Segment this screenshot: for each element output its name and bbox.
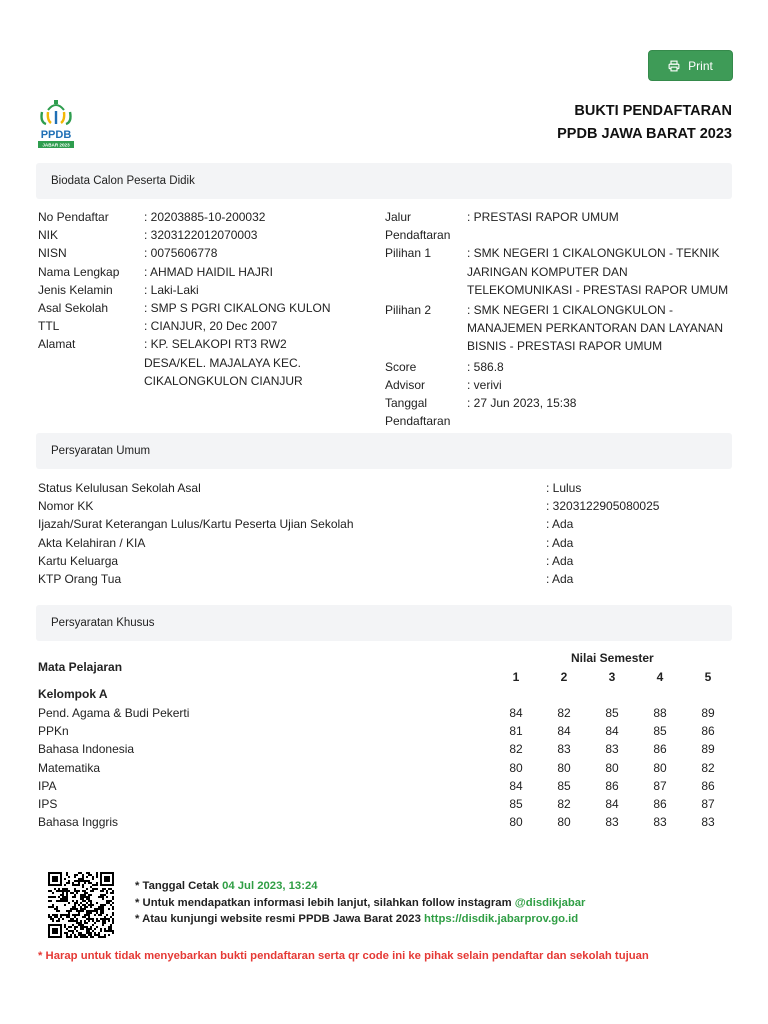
field-label: Advisor bbox=[385, 377, 426, 392]
field-value: : verivi bbox=[467, 377, 502, 392]
table-row bbox=[38, 706, 732, 724]
field-label: Pilihan 1 bbox=[385, 246, 432, 261]
grade-cell: 85 bbox=[509, 797, 523, 811]
subject-name: Pend. Agama & Budi Pekerti bbox=[38, 706, 190, 720]
print-date-note bbox=[135, 878, 585, 895]
persyaratan-khusus-header: Persyaratan Khusus bbox=[36, 605, 732, 641]
subject-name: IPS bbox=[38, 797, 58, 811]
biodata-row bbox=[385, 376, 732, 394]
requirement-value: : Ada bbox=[546, 553, 574, 568]
table-row bbox=[38, 815, 732, 833]
semester-number: 4 bbox=[656, 670, 664, 684]
print-date-value: 04 Jul 2023, 13:24 bbox=[222, 880, 318, 892]
grade-cell: 83 bbox=[557, 742, 571, 757]
subject-name: IPA bbox=[38, 778, 57, 793]
field-label: NIK bbox=[38, 228, 59, 243]
subject-column-header: Mata Pelajaran bbox=[38, 660, 123, 674]
field-value: : SMK NEGERI 1 CIKALONGKULON - MANAJEMEN PERKANTORAN DAN LAYANAN BISNIS - PRESTASI RAPOR UMUM bbox=[467, 303, 724, 354]
grade-cell: 85 bbox=[653, 724, 667, 739]
grade-cell: 82 bbox=[701, 760, 715, 775]
requirement-row bbox=[38, 570, 732, 588]
biodata-row bbox=[385, 301, 732, 356]
field-label: Score bbox=[385, 359, 417, 374]
field-label: NISN bbox=[38, 246, 67, 261]
field-label: Jenis Kelamin bbox=[38, 282, 113, 297]
field-value: : PRESTASI RAPOR UMUM bbox=[467, 210, 619, 224]
requirement-value: : Ada bbox=[546, 517, 574, 532]
subject-name: PPKn bbox=[38, 724, 69, 739]
grade-cell: 87 bbox=[701, 797, 715, 811]
biodata-row bbox=[385, 208, 732, 244]
instagram-label: * Untuk mendapatkan informasi lebih lanjut, silahkan follow instagram bbox=[135, 896, 515, 909]
grade-cell: 83 bbox=[653, 815, 667, 830]
field-value: : 586.8 bbox=[467, 359, 504, 374]
biodata-row bbox=[385, 394, 732, 430]
requirement-value: : Ada bbox=[546, 572, 574, 587]
semester-number: 1 bbox=[512, 670, 520, 684]
instagram-link[interactable]: @disdikjabar bbox=[514, 896, 586, 909]
grade-cell: 82 bbox=[557, 706, 571, 720]
field-value: : KP. SELAKOPI RT3 RW2 DESA/KEL. MAJALAYA KEC. CIKALONGKULON CIANJUR bbox=[144, 337, 303, 388]
grade-cell: 83 bbox=[605, 742, 619, 757]
grade-cell: 86 bbox=[701, 724, 715, 739]
field-value: : Laki-Laki bbox=[144, 282, 199, 297]
subject-name: Bahasa Indonesia bbox=[38, 742, 135, 757]
subject-name: Bahasa Inggris bbox=[38, 815, 119, 830]
field-value: : 27 Jun 2023, 15:38 bbox=[467, 396, 577, 411]
grade-cell: 89 bbox=[701, 742, 715, 757]
grade-cell: 80 bbox=[509, 760, 523, 775]
grade-cell: 80 bbox=[557, 760, 571, 775]
grade-cell: 84 bbox=[605, 724, 619, 739]
grade-cell: 86 bbox=[701, 778, 715, 793]
grade-cell: 83 bbox=[605, 815, 619, 830]
requirement-label: Akta Kelahiran / KIA bbox=[38, 535, 146, 550]
field-label: Tanggal Pendaftaran bbox=[385, 396, 451, 429]
semester-number: 3 bbox=[608, 670, 616, 684]
qr-code bbox=[48, 872, 114, 938]
field-value: : 20203885-10-200032 bbox=[144, 210, 266, 224]
table-row bbox=[38, 724, 732, 742]
grade-cell: 84 bbox=[509, 778, 523, 793]
field-label: Alamat bbox=[38, 337, 76, 352]
grade-cell: 82 bbox=[509, 742, 523, 757]
biodata-row bbox=[385, 244, 732, 299]
requirement-label: Nomor KK bbox=[38, 499, 94, 514]
grade-cell: 85 bbox=[557, 778, 571, 793]
table-row bbox=[38, 761, 732, 779]
semester-number: 5 bbox=[704, 670, 712, 684]
biodata-row bbox=[38, 263, 358, 281]
subject-name: Matematika bbox=[38, 760, 101, 775]
logo-subtext: JABAR 2023 bbox=[42, 142, 70, 148]
field-label: Pilihan 2 bbox=[385, 303, 432, 318]
footer-notes bbox=[135, 878, 585, 928]
requirement-row bbox=[38, 534, 732, 552]
requirement-row bbox=[38, 479, 732, 497]
field-label: Asal Sekolah bbox=[38, 301, 109, 316]
semester-number: 2 bbox=[560, 670, 568, 684]
title-line-1: BUKTI PENDAFTARAN bbox=[574, 103, 732, 119]
grade-cell: 84 bbox=[605, 797, 619, 811]
warning-note: * Harap untuk tidak menyebarkan bukti pendaftaran serta qr code ini ke pihak selain pendaftar dan sekolah tujuan bbox=[38, 950, 649, 962]
grade-cell: 87 bbox=[653, 778, 667, 793]
field-value: : SMP S PGRI CIKALONG KULON bbox=[144, 301, 331, 316]
grade-cell: 83 bbox=[701, 815, 715, 830]
requirement-value: : Ada bbox=[546, 535, 574, 550]
grade-cell: 81 bbox=[509, 724, 523, 739]
requirement-label: Kartu Keluarga bbox=[38, 553, 119, 568]
field-value: : SMK NEGERI 1 CIKALONGKULON - TEKNIK JARINGAN KOMPUTER DAN TELEKOMUNIKASI - PRESTASI RAPOR UMUM bbox=[467, 246, 729, 297]
field-label: No Pendaftar bbox=[38, 210, 109, 224]
table-row bbox=[38, 779, 732, 797]
logo-text: PPDB bbox=[40, 129, 72, 141]
table-row bbox=[38, 797, 732, 815]
printer-icon bbox=[668, 60, 680, 72]
website-note bbox=[135, 911, 585, 928]
grade-cell: 88 bbox=[653, 706, 667, 720]
biodata-row bbox=[38, 244, 358, 262]
field-label: TTL bbox=[38, 319, 60, 334]
field-value: : 0075606778 bbox=[144, 246, 218, 261]
grade-cell: 84 bbox=[509, 706, 523, 720]
print-button-label: Print bbox=[688, 58, 713, 73]
requirement-row bbox=[38, 497, 732, 515]
requirement-label: Status Kelulusan Sekolah Asal bbox=[38, 481, 201, 495]
grade-cell: 82 bbox=[557, 797, 571, 811]
grade-cell: 86 bbox=[653, 742, 667, 757]
grade-cell: 86 bbox=[653, 797, 667, 811]
grade-cell: 89 bbox=[701, 706, 715, 720]
requirement-row bbox=[38, 552, 732, 570]
requirement-label: KTP Orang Tua bbox=[38, 572, 122, 587]
grade-cell: 84 bbox=[557, 724, 571, 739]
biodata-row bbox=[385, 358, 732, 376]
grade-cell: 80 bbox=[509, 815, 523, 830]
field-value: : AHMAD HAIDIL HAJRI bbox=[144, 264, 273, 279]
biodata-right-list bbox=[385, 208, 732, 430]
ppdb-logo bbox=[36, 98, 76, 150]
group-label: Kelompok A bbox=[38, 687, 108, 701]
biodata-row bbox=[38, 317, 358, 335]
instagram-note bbox=[135, 895, 585, 912]
field-value: : 3203122012070003 bbox=[144, 228, 258, 243]
biodata-row bbox=[38, 208, 358, 226]
semester-column-header: Nilai Semester bbox=[571, 651, 654, 665]
requirement-value: : Lulus bbox=[546, 481, 582, 495]
title-line-2: PPDB JAWA BARAT 2023 bbox=[557, 126, 732, 142]
requirement-label: Ijazah/Surat Keterangan Lulus/Kartu Peserta Ujian Sekolah bbox=[38, 517, 354, 532]
persyaratan-umum-header: Persyaratan Umum bbox=[36, 433, 732, 469]
biodata-row bbox=[38, 226, 358, 244]
biodata-row bbox=[38, 281, 358, 299]
biodata-row bbox=[38, 299, 358, 317]
persyaratan-umum-list bbox=[38, 479, 732, 588]
requirement-value: : 3203122905080025 bbox=[546, 499, 660, 514]
biodata-left-list bbox=[38, 208, 358, 390]
field-label: Nama Lengkap bbox=[38, 264, 120, 279]
grade-cell: 80 bbox=[653, 760, 667, 775]
biodata-section-header: Biodata Calon Peserta Didik bbox=[36, 163, 732, 199]
document-title bbox=[557, 100, 732, 146]
print-date-label: * Tanggal Cetak bbox=[135, 880, 223, 892]
website-label: * Atau kunjungi website resmi PPDB Jawa Barat 2023 bbox=[135, 913, 425, 925]
grade-cell: 85 bbox=[605, 706, 619, 720]
biodata-row bbox=[38, 335, 358, 390]
grade-cell: 80 bbox=[557, 815, 571, 830]
print-button[interactable] bbox=[648, 50, 733, 81]
table-row bbox=[38, 742, 732, 760]
requirement-row bbox=[38, 515, 732, 533]
field-label: Jalur Pendaftaran bbox=[385, 210, 451, 243]
grade-cell: 86 bbox=[605, 778, 619, 793]
field-value: : CIANJUR, 20 Dec 2007 bbox=[144, 319, 278, 334]
grade-cell: 80 bbox=[605, 760, 619, 775]
website-link[interactable]: https://disdik.jabarprov.go.id bbox=[424, 913, 579, 925]
